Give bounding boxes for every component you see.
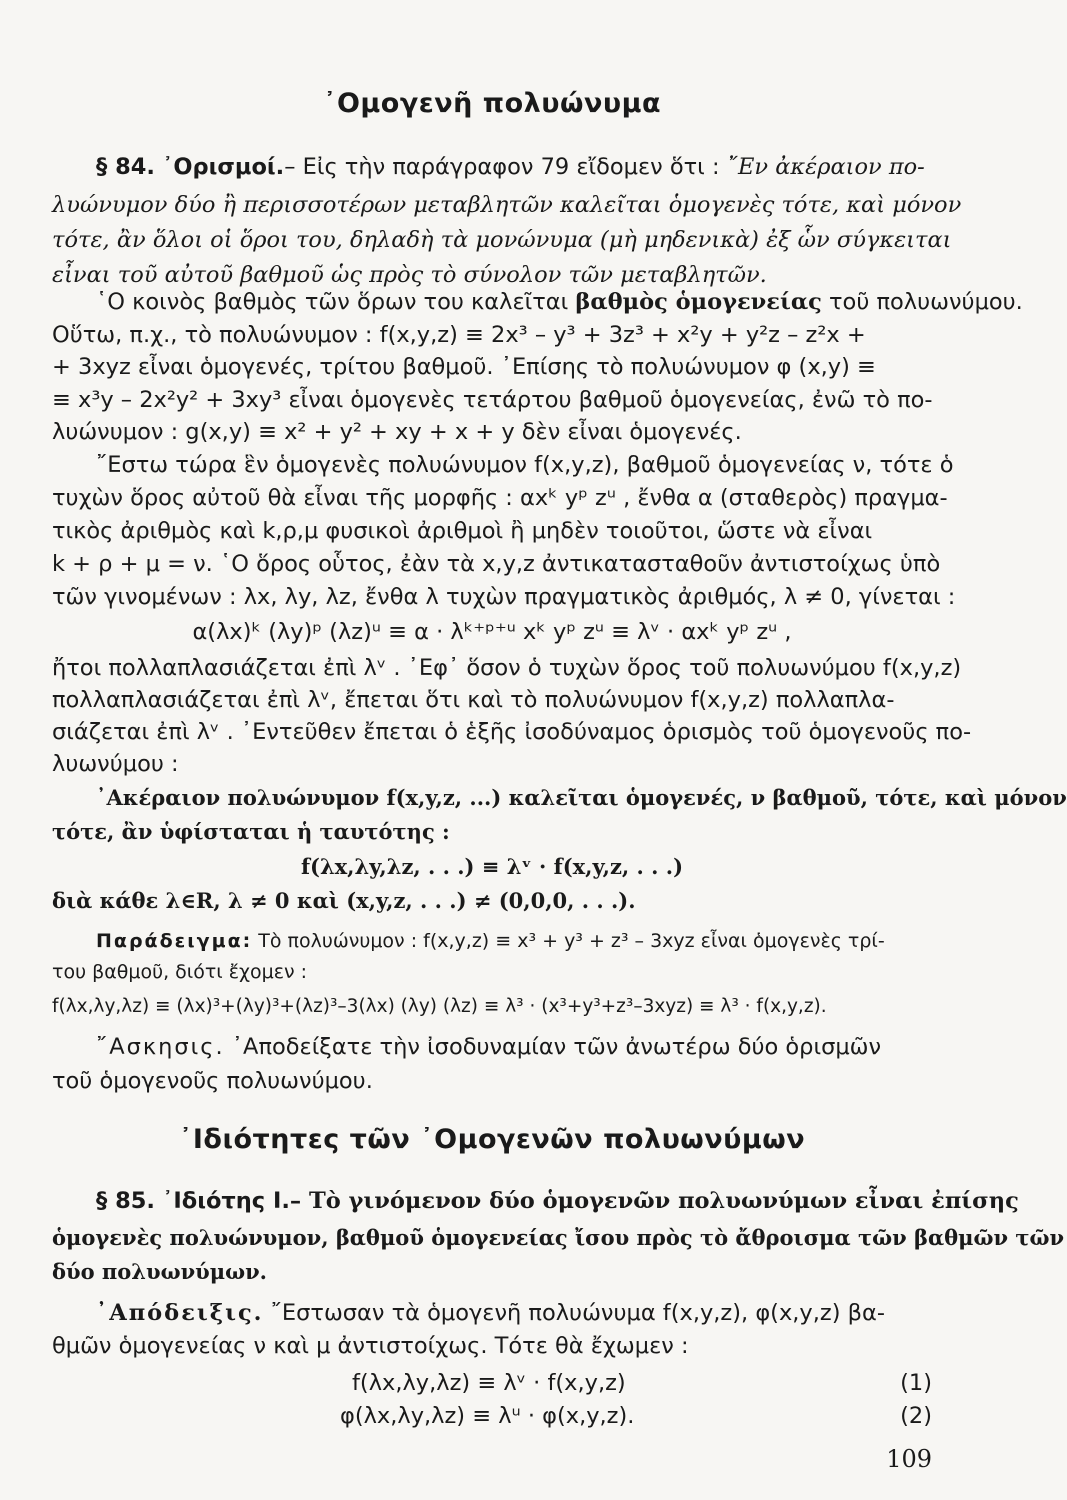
section-number: § 84. <box>96 154 155 180</box>
proof-line: θμῶν ὁμογενείας ν καὶ μ ἀντιστοίχως. Τότε θὰ ἔχωμεν : <box>52 1333 689 1359</box>
text: ᾽Αποδείξατε τὴν ἰσοδυναμίαν τῶν ἀνωτέρω δύο ὁρισμῶν <box>224 1034 882 1060</box>
section-heading: ᾽Ιδιότης Ι. <box>162 1188 290 1214</box>
equation-number: (2) <box>900 1403 932 1429</box>
equation-number: (1) <box>900 1370 932 1396</box>
text: Τὸ πολυώνυμον : f(x,y,z) ≡ x³ + y³ + z³ – 3xyz εἶναι ὁμογενὲς τρί- <box>252 930 885 952</box>
definition-bold-line: διὰ κάθε λ∈R, λ ≠ 0 καὶ (x,y,z, . . .) ≠ (0,0,0, . . .). <box>52 888 636 913</box>
proof-line <box>52 1302 932 1325</box>
page-number: 109 <box>886 1445 932 1473</box>
equation: α(λx)ᵏ (λy)ᵖ (λz)ᵘ ≡ α · λᵏ⁺ᵖ⁺ᵘ xᵏ yᵖ zᵘ ≡ λᵛ · αxᵏ yᵖ zᵘ , <box>192 619 792 645</box>
exercise-line <box>52 1036 932 1059</box>
exercise-label: ῎Ασκησις. <box>96 1034 225 1060</box>
example-line: του βαθμοῦ, διότι ἔχομεν : <box>52 961 308 983</box>
paragraph-line: ἤτοι πολλαπλασιάζεται ἐπὶ λᵛ . ᾽Εφ᾽ ὅσον ὁ τυχὼν ὅρος τοῦ πολυωνύμου f(x,y,z) <box>52 655 962 681</box>
book-page <box>52 0 1067 1500</box>
property-line: ὁμογενὲς πολυώνυμον, βαθμοῦ ὁμογενείας ἴσου πρὸς τὸ ἄθροισμα τῶν βαθμῶν τῶν <box>52 1225 1065 1250</box>
paragraph-line: σιάζεται ἐπὶ λᵛ . ᾽Εντεῦθεν ἔπεται ὁ ἑξῆς ἰσοδύναμος ὁρισμὸς τοῦ ὁμογενοῦς πο- <box>52 719 972 745</box>
text: ῾Ο κοινὸς βαθμὸς τῶν ὅρων του καλεῖται <box>96 289 576 315</box>
paragraph-line: τῶν γινομένων : λx, λy, λz, ἔνθα λ τυχὼν πραγματικὸς ἀριθμός, λ ≠ 0, γίνεται : <box>52 584 956 610</box>
section-number: § 85. <box>96 1188 155 1214</box>
definition-bold-line: τότε, ἂν ὑφίσταται ἡ ταυτότης : <box>52 819 450 844</box>
paragraph-line <box>52 1188 1019 1214</box>
paragraph-line <box>52 289 1023 315</box>
section-heading: ᾽Ορισμοί. <box>162 154 285 180</box>
text: ῎Εστωσαν τὰ ὁμογενῆ πολυώνυμα f(x,y,z), φ(x,y,z) βα- <box>263 1300 885 1326</box>
exercise-line: τοῦ ὁμογενοῦς πολυωνύμου. <box>52 1068 373 1094</box>
paragraph-line: πολλαπλασιάζεται ἐπὶ λᵛ, ἔπεται ὅτι καὶ τὸ πολυώνυμον f(x,y,z) πολλαπλα- <box>52 687 895 713</box>
example-line <box>52 932 932 951</box>
term: βαθμὸς ὁμογενείας <box>575 289 822 315</box>
paragraph-line: λυωνύμου : <box>52 751 179 777</box>
text: τοῦ πολυωνύμου. <box>821 289 1023 315</box>
paragraph-line: ῎Εστω τώρα ἓν ὁμογενὲς πολυώνυμον f(x,y,z), βαθμοῦ ὁμογενείας ν, τότε ὁ <box>96 452 954 478</box>
paragraph-line: + 3xyz εἶναι ὁμογενές, τρίτου βαθμοῦ. ᾽Επίσης τὸ πολυώνυμον φ (x,y) ≡ <box>52 354 876 380</box>
definition-text: ῎Εν ἀκέραιον πο- <box>726 154 925 180</box>
paragraph-line: τικὸς ἀριθμὸς καὶ k,ρ,μ φυσικοὶ ἀριθμοὶ ἢ μηδὲν τοιοῦτοι, ὥστε νὰ εἶναι <box>52 518 873 544</box>
definition-bold-line: ᾽Ακέραιον πολυώνυμον f(x,y,z, ...) καλεῖται ὁμογενές, ν βαθμοῦ, τότε, καὶ μόνον <box>96 785 1067 810</box>
property-line: δύο πολυωνύμων. <box>52 1259 267 1284</box>
definition-line: λυώνυμον δύο ἢ περισσοτέρων μεταβλητῶν καλεῖται ὁμογενὲς τότε, καὶ μόνον <box>52 192 962 218</box>
paragraph-line: τυχὼν ὅρος αὐτοῦ θὰ εἶναι τῆς μορφῆς : αxᵏ yᵖ zᵘ , ἔνθα α (σταθερὸς) πραγμα- <box>52 485 948 511</box>
identity-equation: f(λx,λy,λz, . . .) ≡ λᵛ · f(x,y,z, . . .) <box>300 854 684 879</box>
paragraph-line: k + ρ + μ = ν. ῾Ο ὅρος οὗτος, ἐὰν τὰ x,y,z ἀντικατασταθοῦν ἀντιστοίχως ὑπὸ <box>52 551 941 577</box>
section-title-properties: ᾽Ιδιότητες τῶν ᾽Ομογενῶν πολυωνύμων <box>178 1124 806 1155</box>
property-text: – Τὸ γινόμενον δύο ὁμογενῶν πολυωνύμων εἶναι ἐπίσης <box>289 1188 1019 1214</box>
equation-1: f(λx,λy,λz) ≡ λᵛ · f(x,y,z) <box>352 1370 626 1396</box>
paragraph-line: Οὕτω, π.χ., τὸ πολυώνυμον : f(x,y,z) ≡ 2x³ – y³ + 3z³ + x²y + y²z – z²x + <box>52 322 866 348</box>
definition-line: τότε, ἂν ὅλοι οἱ ὅροι του, δηλαδὴ τὰ μονώνυμα (μὴ μηδενικὰ) ἐξ ὧν σύγκειται <box>52 227 952 253</box>
paragraph-line: ≡ x³y – 2x²y² + 3xy³ εἶναι ὁμογενὲς τετάρτου βαθμοῦ ὁμογενείας, ἐνῶ τὸ πο- <box>52 387 933 413</box>
section-title-homogeneous-polynomials: ᾽Ομογενῆ πολυώνυμα <box>322 88 662 119</box>
equation-2: φ(λx,λy,λz) ≡ λᵘ · φ(x,y,z). <box>340 1403 635 1429</box>
example-equation: f(λx,λy,λz) ≡ (λx)³+(λy)³+(λz)³–3(λx) (λy) (λz) ≡ λ³ · (x³+y³+z³–3xyz) ≡ λ³ · f(x,y,z). <box>52 996 827 1017</box>
definition-line: εἶναι τοῦ αὐτοῦ βαθμοῦ ὡς πρὸς τὸ σύνολον τῶν μεταβλητῶν. <box>52 262 767 288</box>
text: – Εἰς τὴν παράγραφον 79 εἴδομεν ὅτι : <box>284 154 727 180</box>
paragraph-line: λυώνυμον : g(x,y) ≡ x² + y² + xy + x + y δὲν εἶναι ὁμογενές. <box>52 419 742 445</box>
paragraph-line <box>52 156 932 179</box>
proof-label: ᾽Απόδειξις. <box>96 1300 264 1326</box>
example-label: Παράδειγμα: <box>96 930 253 952</box>
